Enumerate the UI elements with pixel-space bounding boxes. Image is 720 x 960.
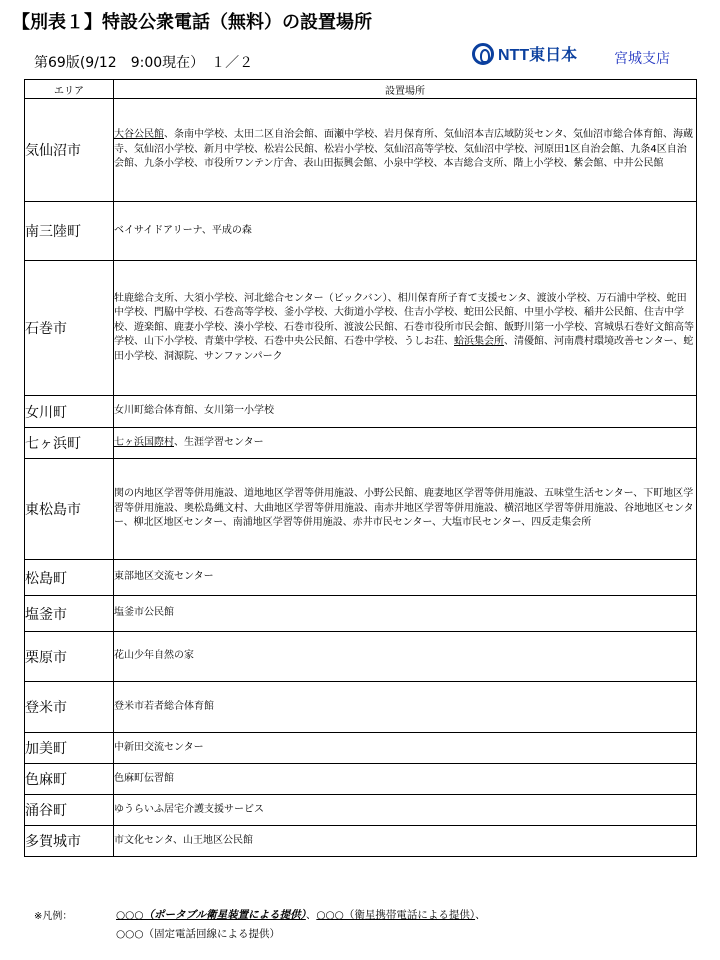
location-cell: 女川町総合体育館、女川第一小学校 (114, 396, 697, 428)
table-header-row (25, 80, 697, 99)
table-row (25, 764, 697, 795)
table-row (25, 682, 697, 733)
location-cell: 市文化センタ、山王地区公民館 (114, 826, 697, 857)
legend-note: ※凡例： (34, 911, 73, 922)
area-cell: 涌谷町 (25, 795, 114, 826)
location-cell: 花山少年自然の家 (114, 632, 697, 682)
table-row (25, 459, 697, 560)
legend-line-1 (116, 907, 486, 922)
column-header-location: 設置場所 (114, 80, 697, 99)
location-cell (114, 261, 697, 396)
ntt-logo-icon (472, 43, 494, 65)
area-cell: 塩釜市 (25, 596, 114, 632)
branch-name: 宮城支店 (614, 51, 670, 67)
table-row (25, 202, 697, 261)
table-row (25, 826, 697, 857)
location-cell: ベイサイドアリーナ、平成の森 (114, 202, 697, 261)
location-cell: 塩釜市公民館 (114, 596, 697, 632)
area-cell: 南三陸町 (25, 202, 114, 261)
table-row (25, 560, 697, 596)
legend-separator: 、 (475, 909, 486, 921)
page-title: 【別表１】特設公衆電話（無料）の設置場所 (12, 12, 372, 33)
location-cell: 登米市若者総合体育館 (114, 682, 697, 733)
location-text: 、清優館、河南農村環境改善センター、蛇田小学校、洞源院、サンファンパーク (114, 336, 694, 362)
area-cell: 多賀城市 (25, 826, 114, 857)
location-cell: ゆうらいふ居宅介護支援サービス (114, 795, 697, 826)
table-row (25, 596, 697, 632)
area-cell: 石巻市 (25, 261, 114, 396)
area-cell: 栗原市 (25, 632, 114, 682)
logo-text: NTT東日本 (498, 47, 578, 64)
legend-fixed: ○○○（固定電話回線による提供） (116, 928, 280, 940)
location-link: 蛤浜集会所 (454, 336, 504, 348)
table-row (25, 261, 697, 396)
area-cell: 女川町 (25, 396, 114, 428)
table-row (25, 733, 697, 764)
edition-label: 第69版(9/12 9:00現在） １／２ (34, 55, 254, 71)
table-row (25, 428, 697, 459)
location-cell (114, 428, 697, 459)
locations-table (24, 79, 697, 857)
ntt-logo (472, 42, 577, 65)
area-cell: 登米市 (25, 682, 114, 733)
area-cell: 色麻町 (25, 764, 114, 795)
area-cell: 七ヶ浜町 (25, 428, 114, 459)
legend-portable: ○○○（ポータブル衛星装置による提供） (116, 909, 306, 921)
location-cell (114, 99, 697, 202)
legend-separator: 、 (305, 909, 317, 921)
table-row (25, 632, 697, 682)
location-text: 、条南中学校、太田二区自治会館、面瀬中学校、岩月保育所、気仙沼本吉広域防災センタ、気仙沼市総合体育館、海蔵寺、気仙沼小学校、新月中学校、松岩公民館、松岩小学校、気仙沼高等学校、気仙沼中学校、河原田1区自治会館、九条4区自治会館、九条小学校、市役所ワンテン庁舎、表山田振興会館、小泉中学校、本吉総合支所、階上小学校、紫会館、中井公民館 (114, 129, 693, 170)
table-row (25, 795, 697, 826)
location-cell: 色麻町伝習館 (114, 764, 697, 795)
area-cell: 東松島市 (25, 459, 114, 560)
legend-satellite: ○○○（衛星携帯電話による提供） (316, 909, 476, 921)
table-row (25, 99, 697, 202)
location-text: 、生涯学習センター (174, 436, 264, 448)
location-text: 牡鹿総合支所、大須小学校、河北総合センター（ビックバン）、相川保育所子育て支援センタ、渡波小学校、万石浦中学校、蛇田中学校、門脇中学校、石巻高等学校、釜小学校、大街道小学校、住吉小学校、蛇田公民館、中里小学校、稲井公民館、住吉中学校、遊楽館、鹿妻小学校、湊小学校、石巻市役所、渡波公民館、石巻市役所市民会館、飯野川第一小学校、宮城県石巻好文館高等学校、山下小学校、青葉中学校、石巻中央公民館、石巻中学校、うしお荘、 (114, 292, 694, 348)
table-row (25, 396, 697, 428)
area-cell: 加美町 (25, 733, 114, 764)
column-header-area: エリア (25, 80, 114, 99)
location-link: 大谷公民館 (114, 129, 164, 141)
area-cell: 松島町 (25, 560, 114, 596)
location-cell: 東部地区交流センター (114, 560, 697, 596)
location-cell: 中新田交流センター (114, 733, 697, 764)
area-cell: 気仙沼市 (25, 99, 114, 202)
location-link: 七ヶ浜国際村 (114, 436, 174, 448)
location-cell: 関の内地区学習等併用施設、道地地区学習等併用施設、小野公民館、鹿妻地区学習等併用施設、五味堂生活センター、下町地区学習等併用施設、奥松島縄文村、大曲地区学習等併用施設、南赤井地区学習等併用施設、横沼地区学習等併用施設、谷地地区センター、柳北区地区センター、南浦地区学習等併用施設、赤井市民センター、大塩市民センター、四反走集会所 (114, 459, 697, 560)
